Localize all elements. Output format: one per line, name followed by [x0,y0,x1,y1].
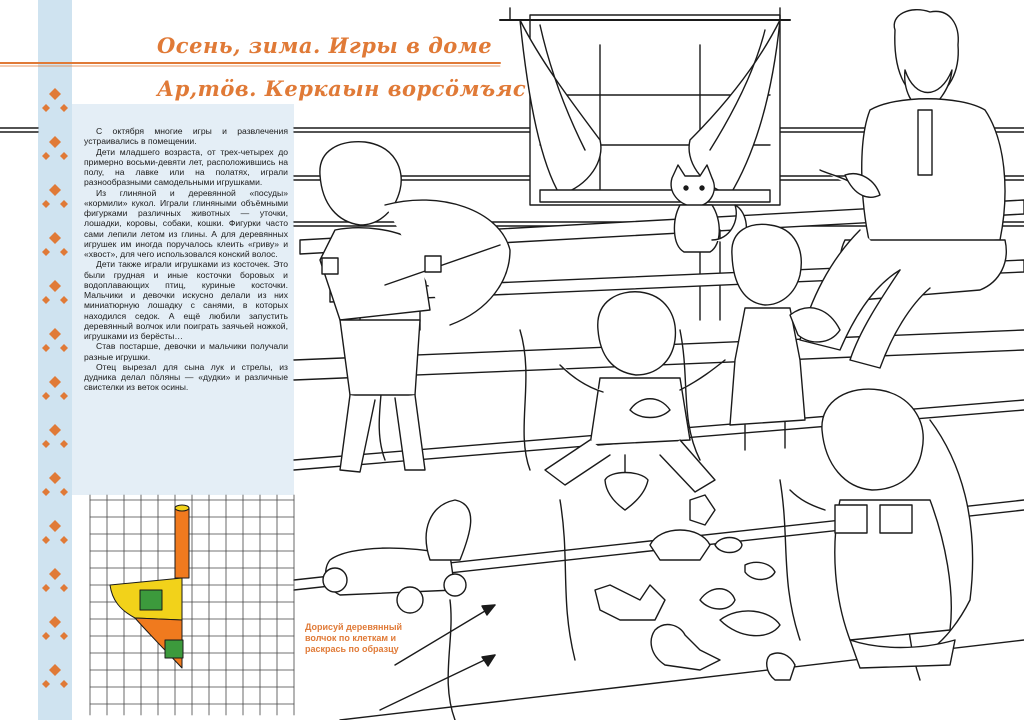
article-paragraph: С октября многие игры и развлечения устраивались в помещении. [84,126,288,147]
toy-horse-on-wheels [323,500,471,613]
article-paragraph: Отец вырезал для сына лук и стрелы, из дудника делал пӧляны — «дудки» и различные свистелки из веток осины. [84,361,288,393]
window [500,8,790,205]
article-paragraph: Став постарше, девочки и мальчики получали разные игрушки. [84,341,288,362]
article-text [84,126,288,393]
article-paragraph: Дети младшего возраста, от трех-четырех до примерно восьми-девяти лет, расположившись на полу, на лавке или на полатях, играли разнообразными самодельными игрушками. [84,146,288,188]
colored-top-sample [110,505,189,668]
seated-girl [790,389,973,668]
page-title-russian: Осень, зима. Игры в доме [157,33,493,58]
page-title-udmurt: Ар,тӧв. Керкаын ворсӧмъяс [157,76,527,101]
article-paragraph: Дети также играли игрушками из косточек. Это были грудная и иные косточки боровых и водоплавающих птиц, куриные косточки. Мальчики и девочки искусно делали из них миниатюрную лошадку с санями, в которых находился седок. А ещё любили запустить деревянный волчок или поиграть заячьей ножкой, игрушками из берёсты… [84,259,288,341]
exercise-hint: Дорисуй деревянный волчок по клеткам и раскрась по образцу [305,622,403,654]
boy-with-bow [320,142,510,472]
article-paragraph: Из глиняной и деревянной «посуды» «кормили» кукол. Играли глиняными объёмными фигурками различных животных — уточки, лошадки, коровы, собаки, кошки. Фигурки часто сами лепили летом из глины. А для деревянных игрушек им иногда поручалось клеить «гриву» и «хвост», для чего использовался конский волос. [84,187,288,259]
floor-spinning-top [605,455,648,510]
clay-toys [595,495,795,680]
sitting-boy [545,292,725,492]
father-figure [800,10,1006,368]
arrows [380,605,495,710]
